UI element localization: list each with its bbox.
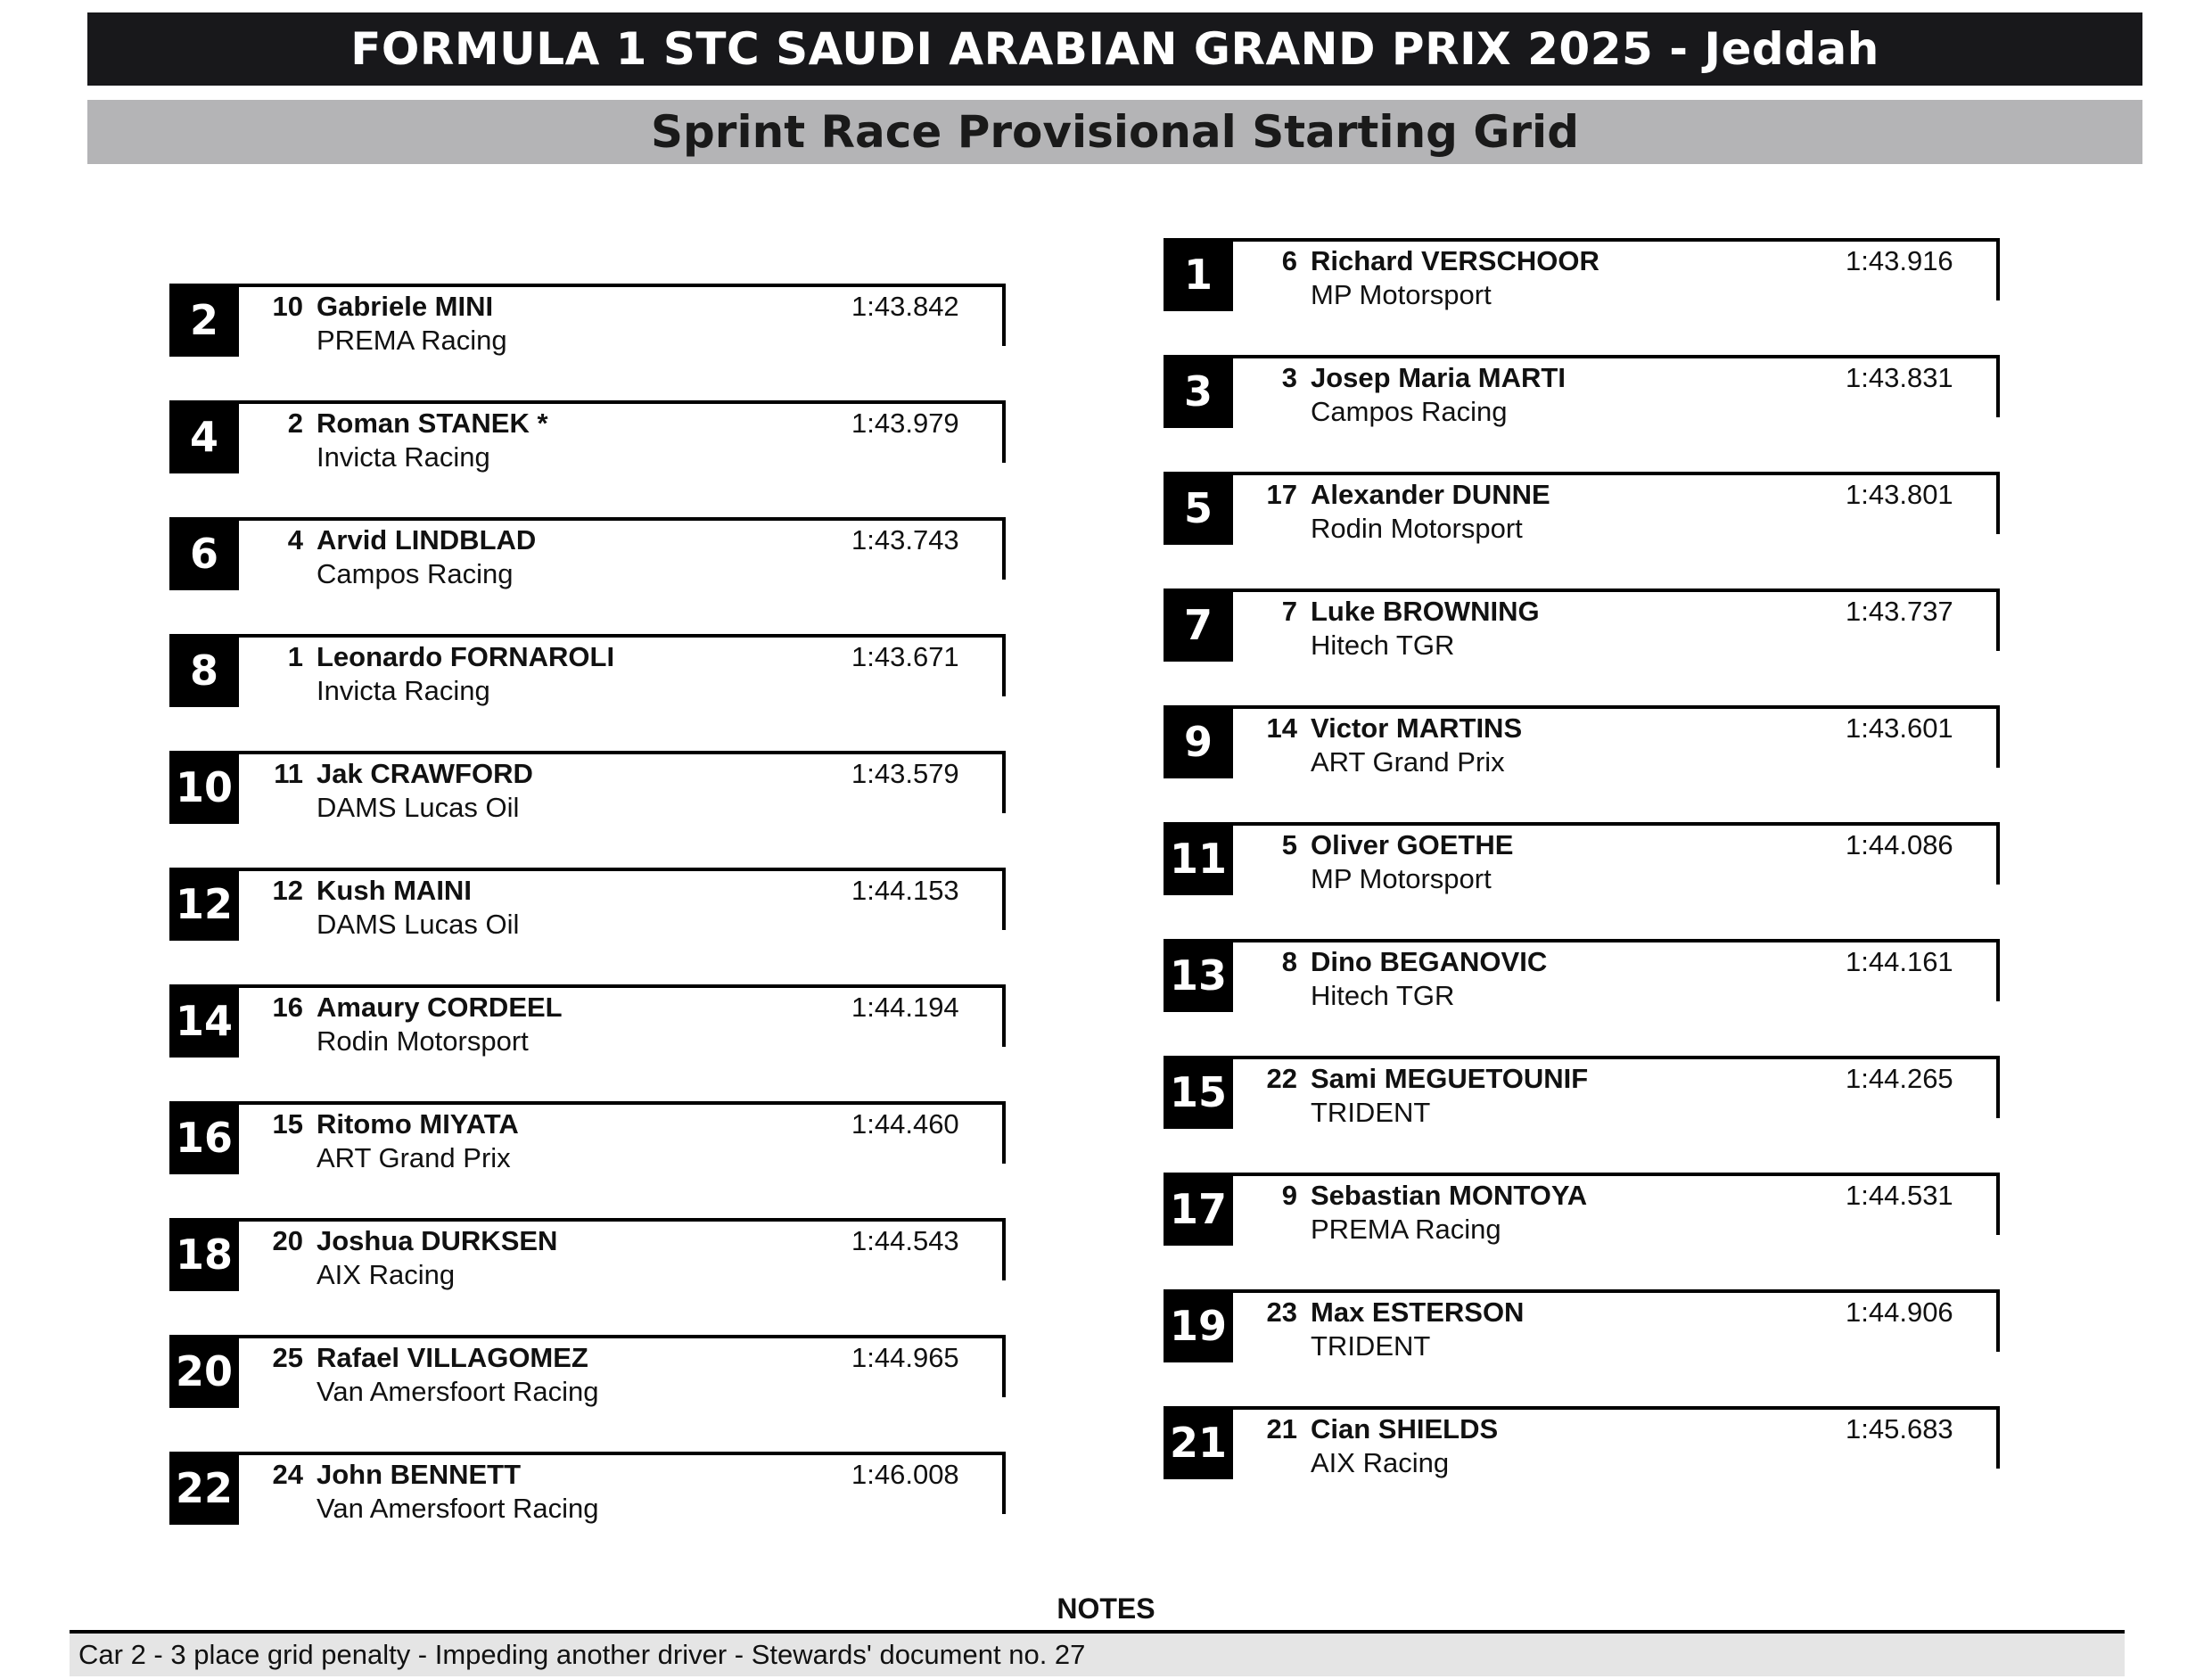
driver-name: Sami MEGUETOUNIF [1311, 1063, 1589, 1094]
driver-name: Luke BROWNING [1311, 596, 1540, 627]
driver-name: Leonardo FORNAROLI [317, 641, 615, 672]
driver-name: Josep Maria MARTI [1311, 362, 1566, 393]
lap-time: 1:43.831 [1846, 362, 1953, 393]
car-number: 16 [272, 992, 303, 1023]
lap-time: 1:43.979 [851, 407, 959, 439]
car-number: 2 [287, 407, 303, 439]
lap-time: 1:46.008 [851, 1459, 959, 1490]
lap-time: 1:43.842 [851, 291, 959, 322]
car-number: 1 [287, 641, 303, 672]
driver-name: Victor MARTINS [1311, 712, 1523, 744]
car-number: 5 [1281, 829, 1297, 860]
driver-name: Ritomo MIYATA [317, 1108, 519, 1140]
lap-time: 1:43.737 [1846, 596, 1953, 627]
lap-time: 1:44.906 [1846, 1296, 1953, 1328]
lap-time: 1:43.743 [851, 524, 959, 556]
driver-name: Gabriele MINI [317, 291, 494, 322]
grid-slot [169, 1218, 1007, 1291]
car-number: 17 [1266, 479, 1297, 510]
driver-name: Dino BEGANOVIC [1311, 946, 1548, 977]
lap-time: 1:43.601 [1846, 712, 1953, 744]
grid-position: 5 [1164, 472, 1233, 545]
grid-slot [1164, 588, 2002, 662]
car-number: 25 [272, 1342, 303, 1373]
car-number: 3 [1281, 362, 1297, 393]
lap-time: 1:44.543 [851, 1225, 959, 1256]
car-number: 20 [272, 1225, 303, 1256]
grid-position: 11 [1164, 822, 1233, 895]
team-name: ART Grand Prix [317, 1142, 511, 1173]
car-number: 12 [272, 875, 303, 906]
grid-slot [169, 868, 1007, 941]
grid-position: 17 [1164, 1173, 1233, 1246]
grid-slot [1164, 1289, 2002, 1362]
driver-name: Kush MAINI [317, 875, 472, 906]
lap-time: 1:44.265 [1846, 1063, 1953, 1094]
grid-slot [169, 1452, 1007, 1525]
grid-slot [1164, 1173, 2002, 1246]
grid-position: 18 [169, 1218, 239, 1291]
grid-slot [169, 751, 1007, 824]
lap-time: 1:43.671 [851, 641, 959, 672]
grid-position: 13 [1164, 939, 1233, 1012]
car-number: 24 [272, 1459, 303, 1490]
car-number: 4 [287, 524, 303, 556]
driver-name: Cian SHIELDS [1311, 1413, 1499, 1444]
team-name: Rodin Motorsport [317, 1025, 529, 1057]
grid-slot [169, 1335, 1007, 1408]
car-number: 11 [274, 758, 303, 789]
grid-slot [1164, 355, 2002, 428]
grid-slot [169, 634, 1007, 707]
grid-slot [169, 1101, 1007, 1174]
driver-name: Arvid LINDBLAD [317, 524, 537, 556]
note-item: Car 2 - 3 place grid penalty - Impeding another driver - Stewards' document no. 27 [70, 1634, 2125, 1676]
car-number: 23 [1266, 1296, 1297, 1328]
grid-position: 12 [169, 868, 239, 941]
lap-time: 1:44.194 [851, 992, 959, 1023]
document-subtitle: Sprint Race Provisional Starting Grid [87, 100, 2142, 164]
car-number: 21 [1266, 1413, 1297, 1444]
driver-name: Amaury CORDEEL [317, 992, 563, 1023]
team-name: Van Amersfoort Racing [317, 1493, 599, 1524]
team-name: Campos Racing [1311, 396, 1508, 427]
team-name: DAMS Lucas Oil [317, 909, 520, 940]
grid-slot [1164, 1406, 2002, 1479]
car-number: 6 [1281, 245, 1297, 276]
grid-position: 10 [169, 751, 239, 824]
driver-name: Max ESTERSON [1311, 1296, 1525, 1328]
driver-name: Richard VERSCHOOR [1311, 245, 1599, 276]
driver-name: Oliver GOETHE [1311, 829, 1514, 860]
team-name: DAMS Lucas Oil [317, 792, 520, 823]
lap-time: 1:44.161 [1846, 946, 1953, 977]
grid-position: 1 [1164, 238, 1233, 311]
grid-position: 20 [169, 1335, 239, 1408]
team-name: AIX Racing [317, 1259, 456, 1290]
driver-name: Joshua DURKSEN [317, 1225, 558, 1256]
grid-position: 19 [1164, 1289, 1233, 1362]
grid-position: 7 [1164, 588, 1233, 662]
grid-slot [1164, 939, 2002, 1012]
driver-name: John BENNETT [317, 1459, 522, 1490]
document-title: FORMULA 1 STC SAUDI ARABIAN GRAND PRIX 2025 - Jeddah [87, 12, 2142, 86]
lap-time: 1:44.531 [1846, 1180, 1953, 1211]
team-name: Van Amersfoort Racing [317, 1376, 599, 1407]
team-name: Rodin Motorsport [1311, 513, 1523, 544]
team-name: AIX Racing [1311, 1447, 1450, 1478]
team-name: MP Motorsport [1311, 279, 1492, 310]
team-name: MP Motorsport [1311, 863, 1492, 894]
grid-position: 21 [1164, 1406, 1233, 1479]
driver-name: Rafael VILLAGOMEZ [317, 1342, 588, 1373]
grid-slot [1164, 238, 2002, 311]
driver-name: Roman STANEK * [317, 407, 548, 439]
team-name: PREMA Racing [317, 325, 507, 356]
team-name: Invicta Racing [317, 675, 490, 706]
team-name: TRIDENT [1311, 1330, 1431, 1362]
grid-position: 16 [169, 1101, 239, 1174]
car-number: 14 [1266, 712, 1297, 744]
grid-slot [1164, 1056, 2002, 1129]
grid-slot [169, 400, 1007, 473]
driver-name: Alexander DUNNE [1311, 479, 1550, 510]
grid-position: 3 [1164, 355, 1233, 428]
grid-position: 15 [1164, 1056, 1233, 1129]
car-number: 10 [272, 291, 303, 322]
team-name: TRIDENT [1311, 1097, 1431, 1128]
lap-time: 1:43.579 [851, 758, 959, 789]
team-name: Invicta Racing [317, 441, 490, 473]
notes-heading: NOTES [1057, 1593, 1155, 1625]
grid-position: 6 [169, 517, 239, 590]
grid-slot [169, 284, 1007, 357]
grid-slot [1164, 822, 2002, 895]
team-name: Campos Racing [317, 558, 514, 589]
grid-slot [169, 517, 1007, 590]
grid-position: 4 [169, 400, 239, 473]
driver-name: Sebastian MONTOYA [1311, 1180, 1588, 1211]
car-number: 9 [1281, 1180, 1297, 1211]
grid-slot [1164, 472, 2002, 545]
lap-time: 1:44.153 [851, 875, 959, 906]
driver-name: Jak CRAWFORD [317, 758, 533, 789]
car-number: 8 [1281, 946, 1297, 977]
car-number: 22 [1266, 1063, 1297, 1094]
car-number: 15 [272, 1108, 303, 1140]
grid-slot [169, 984, 1007, 1058]
grid-position: 2 [169, 284, 239, 357]
car-number: 7 [1281, 596, 1297, 627]
team-name: Hitech TGR [1311, 980, 1455, 1011]
grid-position: 9 [1164, 705, 1233, 778]
team-name: Hitech TGR [1311, 630, 1455, 661]
team-name: PREMA Racing [1311, 1214, 1501, 1245]
lap-time: 1:44.460 [851, 1108, 959, 1140]
grid-position: 14 [169, 984, 239, 1058]
lap-time: 1:45.683 [1846, 1413, 1953, 1444]
lap-time: 1:43.916 [1846, 245, 1953, 276]
lap-time: 1:44.086 [1846, 829, 1953, 860]
lap-time: 1:44.965 [851, 1342, 959, 1373]
team-name: ART Grand Prix [1311, 746, 1505, 778]
lap-time: 1:43.801 [1846, 479, 1953, 510]
grid-position: 8 [169, 634, 239, 707]
grid-position: 22 [169, 1452, 239, 1525]
grid-slot [1164, 705, 2002, 778]
